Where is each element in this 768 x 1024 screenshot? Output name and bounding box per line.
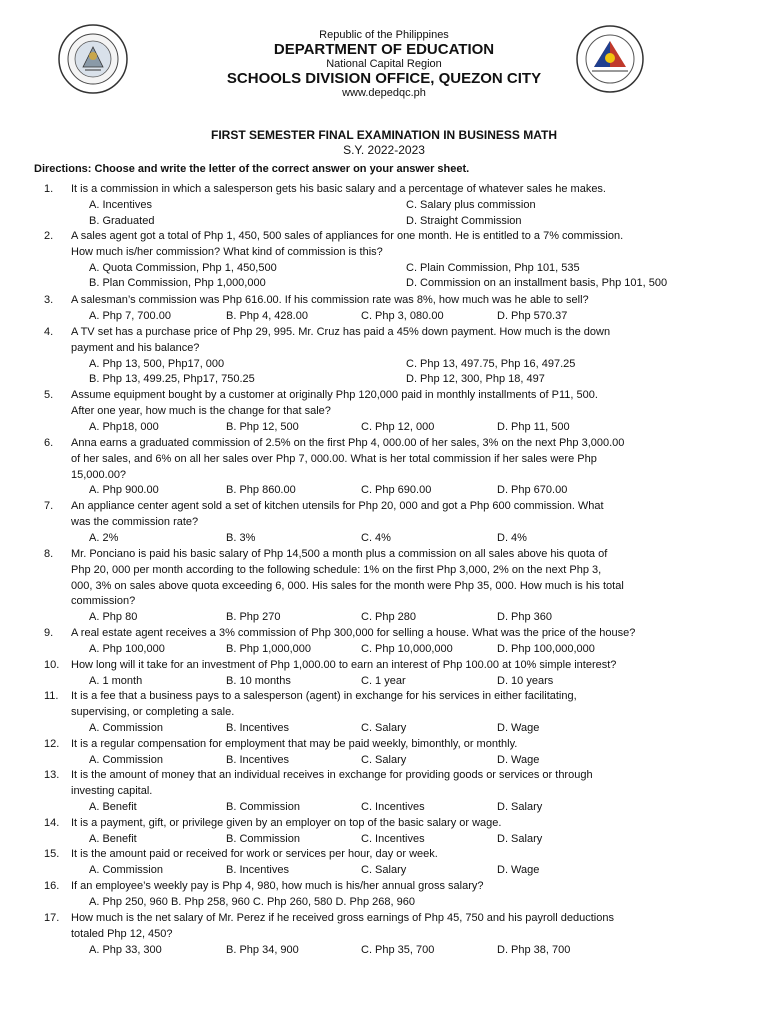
answer-option: A. Php 100,000 [89,642,165,655]
answer-option: D. Wage [497,753,540,766]
answer-option: B. Commission [226,800,300,813]
answer-option: A. Quota Commission, Php 1, 450,500 [89,261,277,274]
question-number: 14. [44,817,60,829]
answer-option: C. Salary [361,753,407,766]
answer-option: A. Php 900.00 [89,484,159,497]
answer-option: B. Php 860.00 [226,484,296,497]
answer-option: B. Php 12, 500 [226,420,299,433]
question-text: It is a payment, gift, or privilege given by an employer on top of the basic salary or wage. [71,817,502,829]
question-number: 7. [44,500,54,512]
answer-option: B. 10 months [226,674,291,687]
department-title: DEPARTMENT OF EDUCATION [273,41,495,58]
question-text: 000, 3% on sales above quota exceeding 6, 000. His sales for the month were Php 35, 000. How much is his total [71,579,624,592]
answer-option: C. Php 10,000,000 [361,642,453,655]
question-text: investing capital. [71,784,153,797]
answer-option: C. Salary [361,863,407,876]
answer-option: B. Incentives [226,753,289,766]
answer-option: A. Benefit [89,832,137,845]
answer-option: C. Incentives [361,800,425,813]
question-text: It is the amount of money that an individual receives in exchange for providing goods or services or through [71,769,593,781]
answer-option: C. Php 35, 700 [361,943,435,956]
answer-option: C. Salary plus commission [406,198,536,211]
question-number: 4. [44,326,54,338]
answer-option: C. Salary [361,721,407,734]
question-text: Assume equipment bought by a customer at originally Php 120,000 paid in monthly installments of P11, 500. [71,389,598,401]
question-text: How long will it take for an investment of Php 1,000.00 to earn an interest of Php 100.00 at 10% simple interest? [71,659,617,671]
website-label: www.depedqc.ph [342,87,426,99]
question-text: was the commission rate? [71,515,199,528]
question-text: How much is the net salary of Mr. Perez if he received gross earnings of Php 45, 750 and his payroll deductions [71,912,614,924]
answer-option: C. Php 280 [361,611,417,624]
answer-option: A. 2% [89,531,119,544]
answer-option: D. 10 years [497,674,554,687]
answer-option: D. Wage [497,863,540,876]
answer-option: A. 1 month [89,674,143,687]
question-text: It is a regular compensation for employment that may be paid weekly, bimonthly, or monthly. [71,738,518,750]
answer-option: D. 4% [497,531,527,544]
question-text: How much is/her commission? What kind of commission is this? [71,245,383,258]
question-number: 13. [44,769,60,781]
question-text: After one year, how much is the change for that sale? [71,404,331,417]
answer-option: B. Php 13, 499.25, Php17, 750.25 [89,373,255,386]
answer-option: B. Php 270 [226,611,281,624]
answer-option: D. Commission on an installment basis, Php 101, 500 [406,277,668,290]
question-number: 8. [44,548,54,560]
exam-title: FIRST SEMESTER FINAL EXAMINATION IN BUSINESS MATH [210,128,557,142]
answer-option: B. 3% [226,531,256,544]
question-text: of her sales, and 6% on all her sales over Php 7, 000.00. What is her total commission if her sales were Php [71,452,597,465]
question-number: 12. [44,738,60,750]
answer-option: C. Php 12, 000 [361,420,435,433]
answer-option: D. Php 12, 300, Php 18, 497 [406,373,545,386]
question-number: 2. [44,230,54,242]
answer-option: B. Commission [226,832,300,845]
question-text: If an employee’s weekly pay is Php 4, 980, how much is his/her annual gross salary? [71,880,484,892]
answer-option: A. Commission [89,721,163,734]
answer-option: A. Php 7, 700.00 [89,309,171,322]
question-text: An appliance center agent sold a set of kitchen utensils for Php 20, 000 and got a Php 600 commission. What [71,500,604,512]
region-label: National Capital Region [326,58,442,70]
answer-option: B. Php 34, 900 [226,943,299,956]
question-text: payment and his balance? [71,341,200,354]
question-text: 15,000.00? [71,468,127,481]
question-text: It is a fee that a business pays to a salesperson (agent) in exchange for his services in either facilitating, [71,690,577,702]
answer-option: C. Incentives [361,832,425,845]
answer-option: C. Php 13, 497.75, Php 16, 497.25 [406,357,576,370]
question-number: 17. [44,912,60,924]
question-number: 1. [44,183,54,195]
answer-option: B. Php 4, 428.00 [226,309,308,322]
answer-option: A. Commission [89,863,163,876]
question-number: 9. [44,627,54,639]
answer-option: D. Php 11, 500 [497,420,570,433]
answer-option: B. Incentives [226,863,289,876]
answer-option: B. Php 1,000,000 [226,642,312,655]
question-text: commission? [71,595,136,608]
question-text: Php 20, 000 per month according to the following schedule: 1% on the first Php 3,000, 2% on the next Php 3, [71,563,602,576]
answer-option: D. Salary [497,832,543,845]
answer-option: C. 1 year [361,674,406,687]
school-year: S.Y. 2022-2023 [343,143,425,157]
answer-option: B. Plan Commission, Php 1,000,000 [89,277,266,290]
question-number: 11. [44,690,59,702]
question-text: supervising, or completing a sale. [71,705,235,718]
answer-option: C. 4% [361,531,391,544]
answer-option: A. Php 80 [89,611,138,624]
question-text: It is the amount paid or received for work or services per hour, day or week. [71,848,438,860]
question-number: 10. [44,659,60,671]
question-number: 16. [44,880,60,892]
question-number: 5. [44,389,54,401]
question-text: A TV set has a purchase price of Php 29, 995. Mr. Cruz has paid a 45% down payment. How much is the down [71,326,611,338]
answer-option: A. Benefit [89,800,137,813]
question-text: A real estate agent receives a 3% commission of Php 300,000 for selling a house. What was the price of the house? [71,627,636,639]
question-number: 15. [44,848,60,860]
question-text: Anna earns a graduated commission of 2.5% on the first Php 4, 000.00 of her sales, 3% on the next Php 3,000.00 [71,437,625,449]
question-text: totaled Php 12, 450? [71,927,173,940]
answer-option: D. Wage [497,721,540,734]
answer-option: A. Incentives [89,198,152,211]
answer-option: A. Php 250, 960 B. Php 258, 960 C. Php 260, 580 D. Php 268, 960 [89,895,415,908]
answer-option: C. Php 3, 080.00 [361,309,444,322]
answer-option: D. Php 360 [497,611,553,624]
directions: Directions: Choose and write the letter of the correct answer on your answer sheet. [34,163,470,175]
answer-option: B. Incentives [226,721,289,734]
answer-option: D. Straight Commission [406,214,522,227]
question-number: 6. [44,437,54,449]
answer-option: D. Php 570.37 [497,309,568,322]
answer-option: C. Php 690.00 [361,484,432,497]
answer-option: D. Php 38, 700 [497,943,571,956]
question-text: Mr. Ponciano is paid his basic salary of Php 14,500 a month plus a commission on all sales above his quota of [71,548,608,560]
answer-option: A. Commission [89,753,163,766]
question-number: 3. [44,294,54,306]
office-title: SCHOOLS DIVISION OFFICE, QUEZON CITY [226,70,542,87]
answer-option: A. Php 13, 500, Php17, 000 [89,357,225,370]
question-text: A salesman’s commission was Php 616.00. If his commission rate was 8%, how much was he able to sell? [71,294,589,306]
answer-option: D. Salary [497,800,543,813]
question-text: It is a commission in which a salesperson gets his basic salary and a percentage of whatever sales he makes. [71,183,606,195]
republic-label: Republic of the Philippines [319,29,449,41]
answer-option: A. Php18, 000 [89,420,159,433]
answer-option: C. Plain Commission, Php 101, 535 [406,261,580,274]
answer-option: D. Php 100,000,000 [497,642,595,655]
answer-option: B. Graduated [89,214,155,227]
answer-option: A. Php 33, 300 [89,943,162,956]
answer-option: D. Php 670.00 [497,484,568,497]
question-text: A sales agent got a total of Php 1, 450, 500 sales of appliances for one month. He is entitled to a 7% commission. [71,230,624,242]
